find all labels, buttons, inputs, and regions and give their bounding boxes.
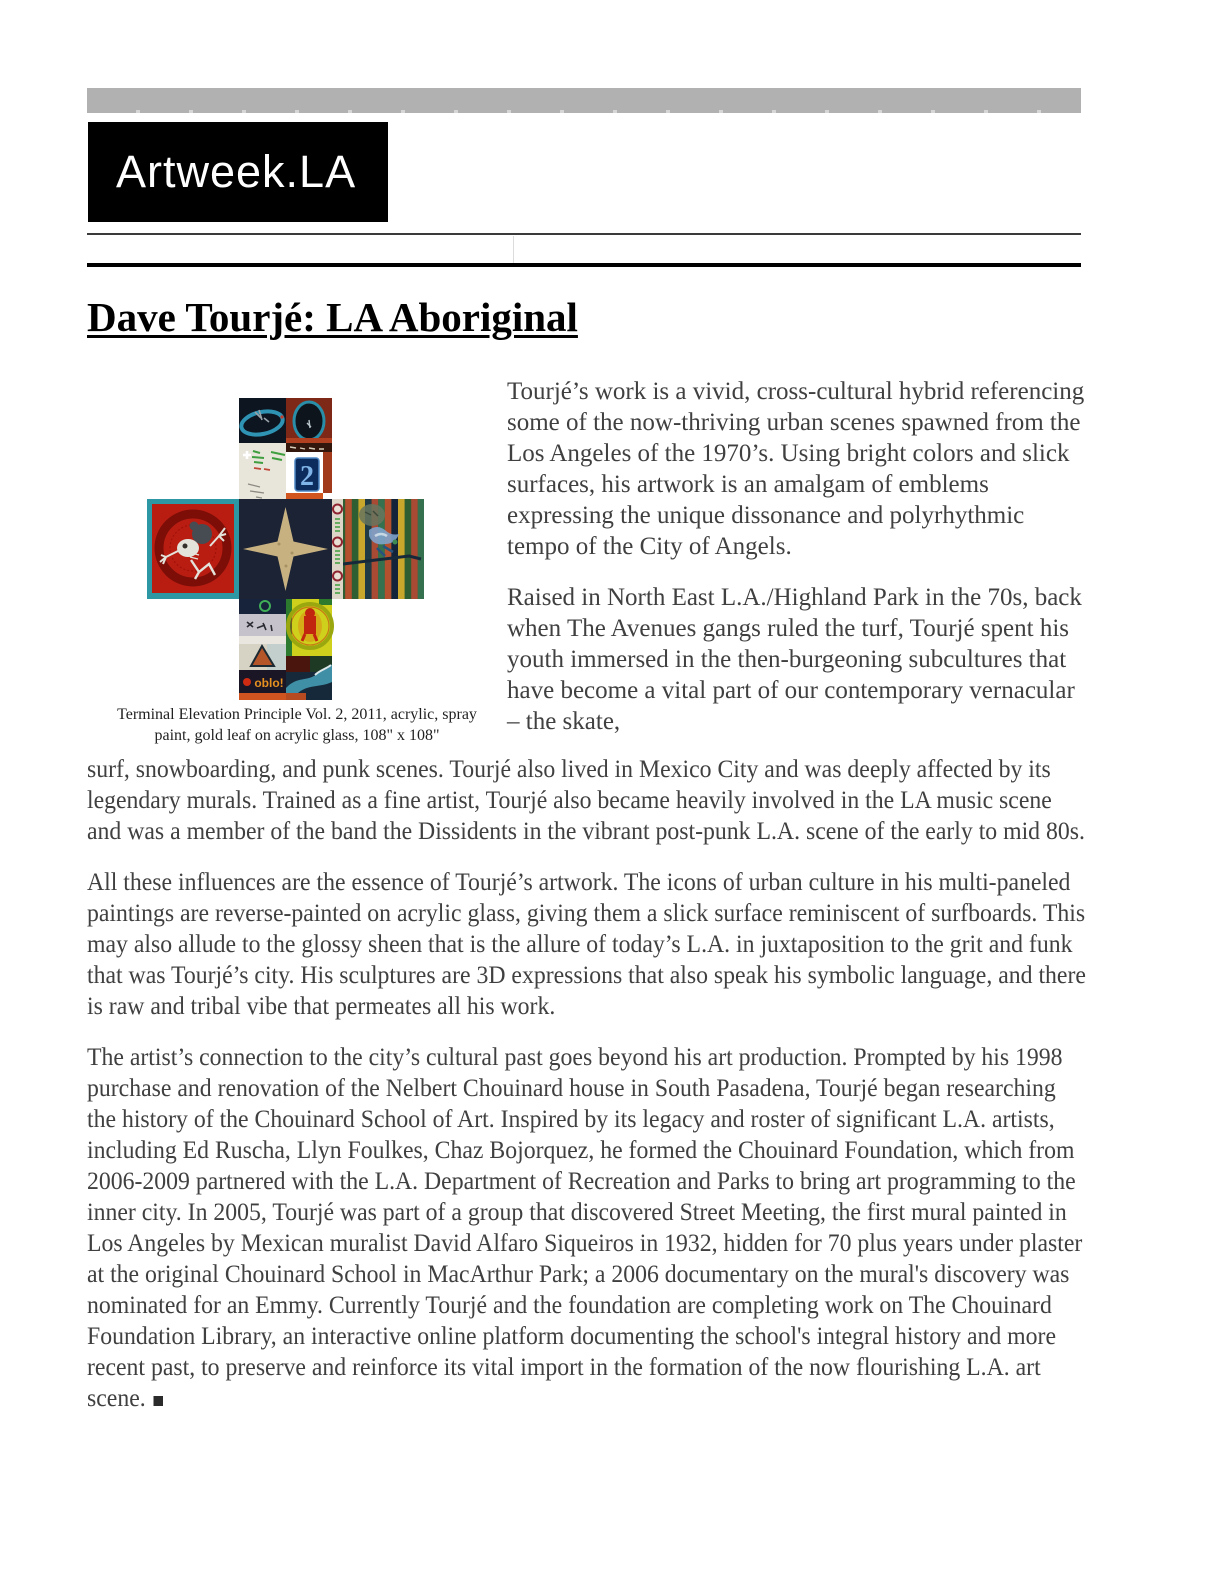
paragraph-2-beside-figure: Raised in North East L.A./Highland Park in the 70s, back when The Avenues gangs ruled the turf, Tourjé spent his youth immersed in the then-burgeoning subcultures that have become a vital part of our contemporary vernacular – the skate, <box>507 584 1082 735</box>
article-title <box>87 292 1087 342</box>
header-rule-thin <box>87 233 1081 235</box>
paragraph-1: Tourjé’s work is a vivid, cross-cultural hybrid referencing some of the now-thriving urban scenes spawned from the Los Angeles of the 1970’s. Using bright colors and slick surfaces, his artwork is an amalgam of emblems expressing the unique dissonance and polyrhythmic tempo of the City of Angels. <box>507 378 1085 560</box>
header-column-seam <box>513 236 514 263</box>
paragraph-2-continuation: surf, snowboarding, and punk scenes. Tourjé also lived in Mexico City and was deeply affected by its legendary murals. Trained as a fine artist, Tourjé also became heavily involved in the LA music scene and was a member of the band the Dissidents in the vibrant post-punk L.A. scene of the early to mid 80s. <box>87 756 1085 845</box>
svg-text:2: 2 <box>300 461 314 492</box>
site-logo[interactable] <box>88 122 388 222</box>
article-title-link[interactable]: Dave Tourjé: LA Aboriginal <box>87 294 578 340</box>
artwork-figure <box>87 398 507 746</box>
article <box>87 267 1087 1434</box>
artwork-caption: Terminal Elevation Principle Vol. 2, 2011, acrylic, spray paint, gold leaf on acrylic glass, 108" x 108" <box>117 706 477 744</box>
article-body <box>87 376 1087 1414</box>
nav-bar <box>87 88 1081 113</box>
artwork-image <box>147 398 424 700</box>
svg-text:oblo!: oblo! <box>254 676 284 690</box>
paragraph-4-text: The artist’s connection to the city’s cultural past goes beyond his art production. Prompted by his 1998 purchase and renovation of the Nelbert Chouinard house in South Pasadena, Tourjé began researching the history of the Chouinard School of Art. Inspired by its legacy and roster of significant L.A. artists, including Ed Ruscha, Llyn Foulkes, Chaz Bojorquez, he formed the Chouinard Foundation, which from 2006-2009 partnered with the L.A. Department of Recreation and Parks to bring art programming to the inner city. In 2005, Tourjé was part of a group that discovered Street Meeting, the first mural painted in Los Angeles by Mexican muralist David Alfaro Siqueiros in 1932, hidden for 70 plus years under plaster at the original Chouinard School in MacArthur Park; a 2006 documentary on the mural's discovery was nominated for an Emmy. Currently Tourjé and the foundation are completing work on The Chouinard Foundation Library, an interactive online platform documenting the school's integral history and more recent past, to preserve and reinforce its vital import in the formation of the now flourishing L.A. art scene. <box>87 1044 1083 1412</box>
paragraph-3: All these influences are the essence of Tourjé’s artwork. The icons of urban culture in his multi-paneled paintings are reverse-painted on acrylic glass, giving them a slick surface reminiscent of surfboards. This may also allude to the glossy sheen that is the allure of today’s L.A. in juxtaposition to the grit and funk that was Tourjé’s city. His sculptures are 3D expressions that also speak his symbolic language, and there is raw and tribal vibe that permeates all his work. <box>87 869 1086 1020</box>
site-logo-text: Artweek.LA <box>116 146 357 197</box>
end-of-article-mark <box>153 1396 163 1406</box>
paragraph-4 <box>87 1042 1087 1414</box>
